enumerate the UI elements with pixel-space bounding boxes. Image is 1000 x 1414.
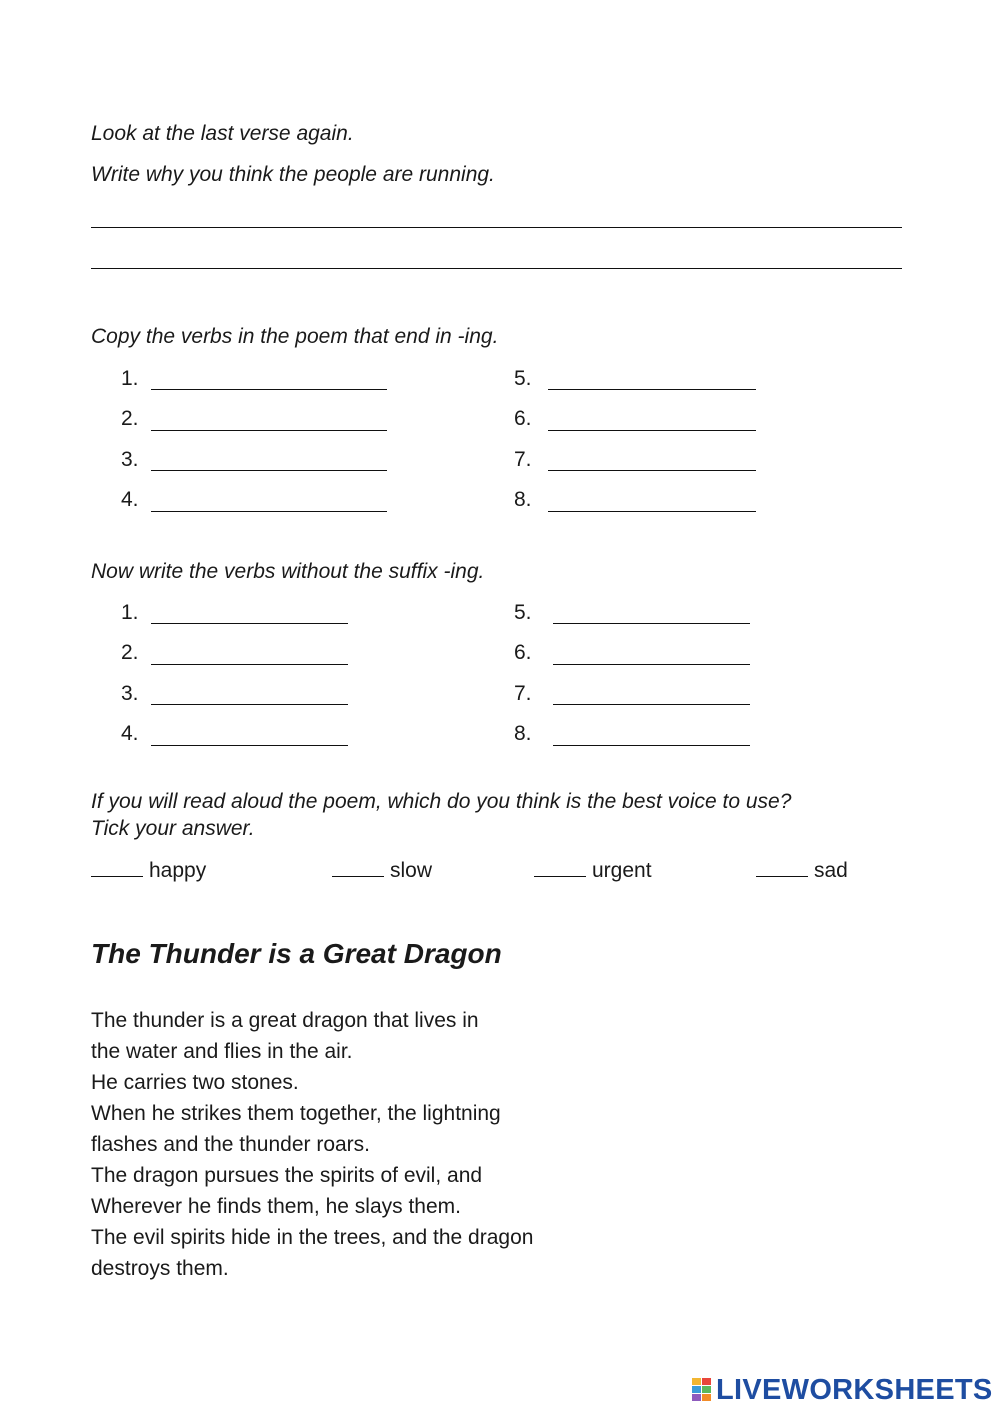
item-number: 6. xyxy=(514,407,532,430)
instruction-write-why: Write why you think the people are running. xyxy=(91,163,495,186)
answer-line-1[interactable] xyxy=(91,227,902,228)
instruction-look-last-verse: Look at the last verse again. xyxy=(91,122,354,145)
tick-blank[interactable] xyxy=(534,856,586,877)
poem-line: He carries two stones. xyxy=(91,1071,299,1094)
option-label: urgent xyxy=(592,859,652,882)
item-number: 3. xyxy=(121,682,139,705)
item-number: 7. xyxy=(514,448,532,471)
item-number: 8. xyxy=(514,722,532,745)
item-number: 8. xyxy=(514,488,532,511)
base-verb-blank-4[interactable] xyxy=(151,745,348,746)
option-sad[interactable] xyxy=(756,856,848,884)
ing-verb-blank-8[interactable] xyxy=(548,511,756,512)
option-happy[interactable] xyxy=(91,856,206,884)
poem-line: flashes and the thunder roars. xyxy=(91,1133,371,1156)
liveworksheets-logo-icon xyxy=(692,1378,712,1402)
instruction-read-aloud: If you will read aloud the poem, which do you think is the best voice to use? xyxy=(91,790,792,813)
ing-verb-blank-7[interactable] xyxy=(548,470,756,471)
liveworksheets-logo-text: LIVEWORKSHEETS xyxy=(716,1374,993,1406)
instruction-copy-verbs: Copy the verbs in the poem that end in -ing. xyxy=(91,325,499,348)
item-number: 5. xyxy=(514,601,532,624)
item-number: 2. xyxy=(121,407,139,430)
poem-line: The evil spirits hide in the trees, and the dragon xyxy=(91,1226,534,1249)
base-verb-blank-3[interactable] xyxy=(151,704,348,705)
item-number: 2. xyxy=(121,641,139,664)
base-verb-blank-7[interactable] xyxy=(553,704,750,705)
poem-line: the water and flies in the air. xyxy=(91,1040,353,1063)
base-verb-blank-2[interactable] xyxy=(151,664,348,665)
instruction-without-suffix: Now write the verbs without the suffix -ing. xyxy=(91,560,485,583)
poem-line: The thunder is a great dragon that lives in xyxy=(91,1009,479,1032)
poem-line: When he strikes them together, the lightning xyxy=(91,1102,501,1125)
poem-title: The Thunder is a Great Dragon xyxy=(91,938,502,969)
item-number: 4. xyxy=(121,488,139,511)
ing-verb-blank-4[interactable] xyxy=(151,511,387,512)
ing-verb-blank-5[interactable] xyxy=(548,389,756,390)
ing-verb-blank-6[interactable] xyxy=(548,430,756,431)
base-verb-blank-8[interactable] xyxy=(553,745,750,746)
ing-verb-blank-3[interactable] xyxy=(151,470,387,471)
item-number: 6. xyxy=(514,641,532,664)
poem-line: The dragon pursues the spirits of evil, and xyxy=(91,1164,483,1187)
option-label: slow xyxy=(390,859,433,882)
base-verb-blank-1[interactable] xyxy=(151,623,348,624)
option-urgent[interactable] xyxy=(534,856,652,884)
tick-blank[interactable] xyxy=(332,856,384,877)
poem-line: Wherever he finds them, he slays them. xyxy=(91,1195,461,1218)
tick-blank[interactable] xyxy=(91,856,143,877)
option-slow[interactable] xyxy=(332,856,432,884)
item-number: 4. xyxy=(121,722,139,745)
answer-line-2[interactable] xyxy=(91,268,902,269)
poem-line: destroys them. xyxy=(91,1257,229,1280)
tick-blank[interactable] xyxy=(756,856,808,877)
item-number: 5. xyxy=(514,367,532,390)
base-verb-blank-5[interactable] xyxy=(553,623,750,624)
option-label: sad xyxy=(814,859,848,882)
item-number: 7. xyxy=(514,682,532,705)
instruction-tick-answer: Tick your answer. xyxy=(91,817,255,840)
ing-verb-blank-2[interactable] xyxy=(151,430,387,431)
option-label: happy xyxy=(149,859,207,882)
item-number: 3. xyxy=(121,448,139,471)
base-verb-blank-6[interactable] xyxy=(553,664,750,665)
ing-verb-blank-1[interactable] xyxy=(151,389,387,390)
item-number: 1. xyxy=(121,601,139,624)
item-number: 1. xyxy=(121,367,139,390)
